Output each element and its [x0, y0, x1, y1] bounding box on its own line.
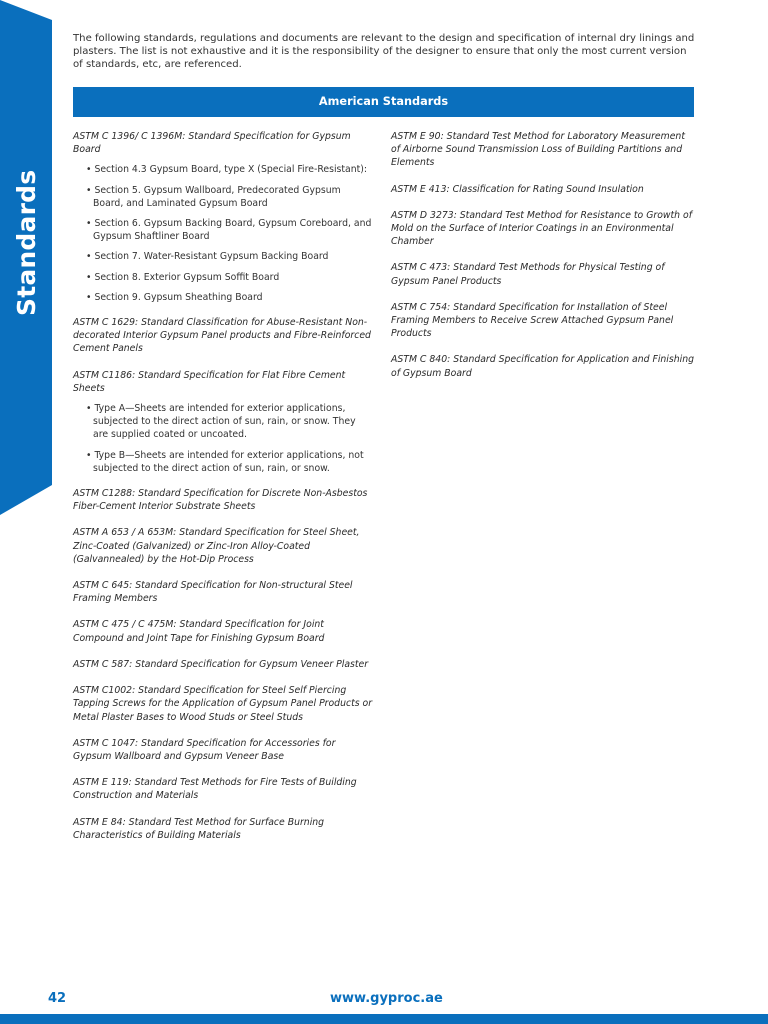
right-column — [391, 130, 696, 393]
standard-entry: ASTM C 475 / C 475M: Standard Specification for Joint Compound and Joint Tape for Finishing Gypsum Board — [73, 619, 325, 644]
standard-entry: ASTM C1288: Standard Specification for Discrete Non-Asbestos Fiber-Cement Interior Substrate Sheets — [73, 488, 368, 513]
standard-subitem: • Section 7. Water-Resistant Gypsum Backing Board — [86, 251, 329, 263]
standard-entry: ASTM C 840: Standard Specification for Application and Finishing of Gypsum Board — [391, 354, 695, 379]
standard-entry: ASTM E 90: Standard Test Method for Laboratory Measurement of Airborne Sound Transmission Loss of Building Partitions and Elements — [391, 131, 685, 169]
standard-entry: ASTM C 1396/ C 1396M: Standard Specification for Gypsum Board — [73, 131, 351, 156]
standard-subitem: • Section 5. Gypsum Wallboard, Predecorated Gypsum Board, and Laminated Gypsum Board — [86, 184, 341, 209]
standard-subitem: • Section 9. Gypsum Sheathing Board — [86, 291, 263, 303]
footer-url-link[interactable]: www.gyproc.ae — [330, 991, 443, 1006]
standard-subitem: • Type B—Sheets are intended for exterior applications, not subjected to the direct action of sun, rain, or snow. — [86, 449, 364, 474]
page-number: 42 — [48, 991, 67, 1006]
intro-paragraph: The following standards, regulations and documents are relevant to the design and specification of internal dry linings and plasters. The list is not exhaustive and it is the responsibility of the designer to ensure that only the most current version of standards, etc, are referenced. — [73, 33, 695, 71]
standard-entry: ASTM C 473: Standard Test Methods for Physical Testing of Gypsum Panel Products — [391, 262, 665, 287]
standard-entry: ASTM D 3273: Standard Test Method for Resistance to Growth of Mold on the Surface of Interior Coatings in an Environmental Chamber — [391, 209, 692, 248]
standard-entry: ASTM E 413: Classification for Rating Sound Insulation — [391, 183, 644, 195]
standard-subitem: • Type A—Sheets are intended for exterior applications, subjected to the direct action of sun, rain, or snow. They are supplied coated or uncoated. — [86, 403, 356, 441]
standard-entry: ASTM C 645: Standard Specification for Non-structural Steel Framing Members — [73, 580, 353, 605]
section-title: American Standards — [318, 95, 449, 108]
standard-entry: ASTM C 1047: Standard Specification for Accessories for Gypsum Wallboard and Gypsum Veneer Base — [73, 737, 336, 762]
standard-entry: ASTM C 1629: Standard Classification for Abuse-Resistant Non-decorated Interior Gypsum Panel products and Fibre-Reinforced Cement Panels — [73, 317, 371, 355]
standard-entry: ASTM E 119: Standard Test Methods for Fire Tests of Building Construction and Materials — [73, 777, 357, 802]
standard-subitem: • Section 6. Gypsum Backing Board, Gypsum Coreboard, and Gypsum Shaftliner Board — [86, 218, 372, 243]
standard-subitem: • Section 8. Exterior Gypsum Soffit Board — [86, 271, 280, 283]
side-tab — [0, 0, 52, 520]
standard-entry: ASTM A 653 / A 653M: Standard Specification for Steel Sheet, Zinc-Coated (Galvanized) or Zinc-Iron Alloy-Coated (Galvannealed) by the Hot-Dip Process — [73, 527, 360, 565]
standard-entry: ASTM C 587: Standard Specification for Gypsum Veneer Plaster — [73, 658, 369, 670]
standard-entry: ASTM C1186: Standard Specification for Flat Fibre Cement Sheets — [73, 369, 346, 394]
standard-entry: ASTM C1002: Standard Specification for Steel Self Piercing Tapping Screws for the Application of Gypsum Panel Products or Metal Plaster Bases to Wood Studs or Steel Studs — [73, 685, 373, 723]
left-column — [73, 130, 373, 855]
side-tab-label: Standards — [12, 169, 41, 316]
standard-subitem: • Section 4.3 Gypsum Board, type X (Special Fire-Resistant): — [86, 164, 368, 176]
section-header-bar — [73, 87, 694, 117]
standard-entry: ASTM E 84: Standard Test Method for Surface Burning Characteristics of Building Materials — [73, 816, 325, 841]
standard-entry: ASTM C 754: Standard Specification for Installation of Steel Framing Members to Receive Screw Attached Gypsum Panel Products — [391, 301, 674, 340]
footer-bar — [0, 1014, 768, 1024]
